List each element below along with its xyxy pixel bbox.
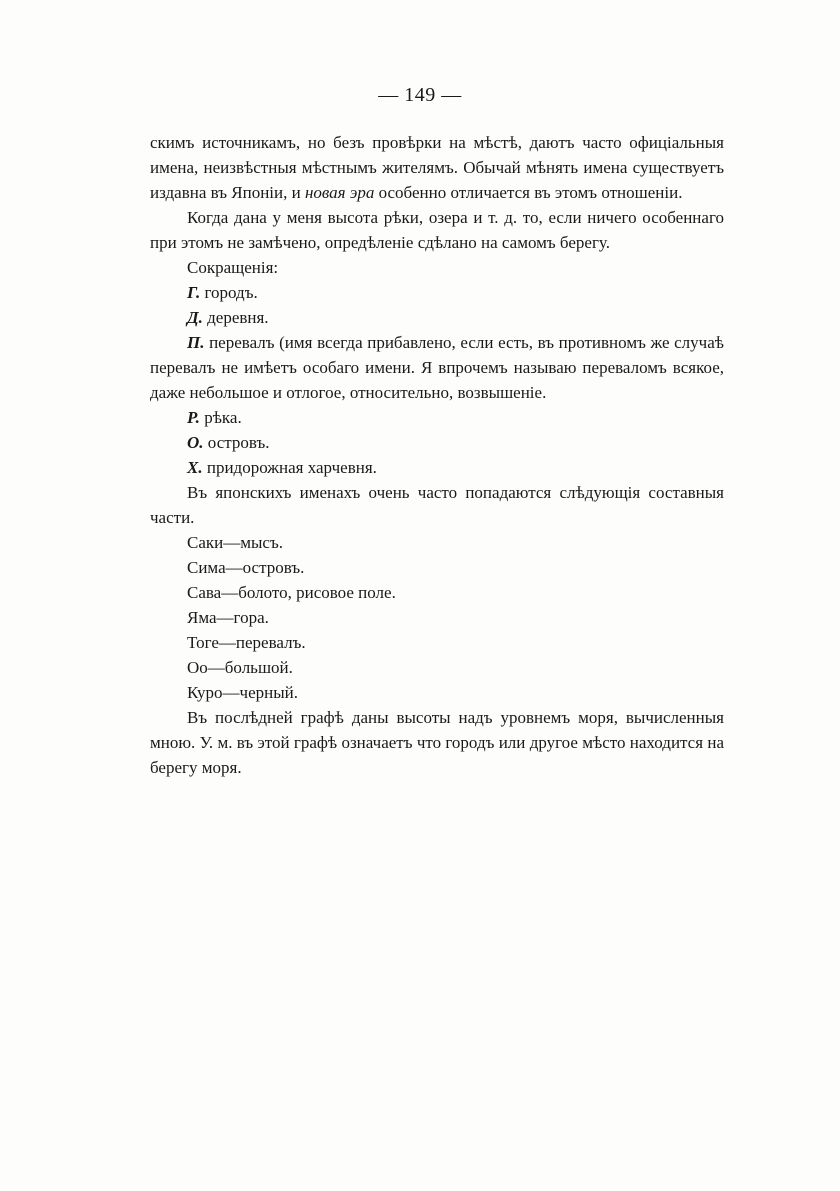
abbreviation-item [150, 330, 724, 405]
abbreviation-key: О. [187, 433, 204, 452]
abbreviation-text: деревня. [202, 308, 269, 327]
component-item: Куро—черный. [187, 683, 299, 702]
abbreviation-key: П. [187, 333, 205, 352]
abbreviation-text: перевалъ (имя всегда прибавлено, если есть, въ противномъ же случаѣ перевалъ не имѣетъ особаго имени. Я впрочемъ называю переваломъ всякое, даже небольшое и отлогое, относительно, возвышеніе. [150, 333, 724, 402]
component-item: Тоге—перевалъ. [187, 633, 306, 652]
abbreviations-heading: Сокращенія: [187, 258, 279, 277]
intro-text-end: особенно отличается въ этомъ отношеніи. [374, 183, 683, 202]
height-note-paragraph: Когда дана у меня высота рѣки, озера и т. д. то, если ничего особеннаго при этомъ не замѣчено, опредѣленіе сдѣлано на самомъ берегу. [150, 208, 724, 252]
components-intro-paragraph: Въ японскихъ именахъ очень часто попадаются слѣдующія составныя части. [150, 483, 724, 527]
component-item: Саки—мысъ. [187, 533, 284, 552]
abbreviation-text: рѣка. [199, 408, 242, 427]
abbreviation-text: городъ. [200, 283, 258, 302]
abbreviation-key: X. [187, 458, 203, 477]
intro-text-start: скимъ источникамъ, но безъ провѣрки на мѣстѣ, даютъ часто офиціальныя имена, неизвѣстныя мѣстнымъ жителямъ. Обычай мѣнять имена существуетъ издавна въ Японіи, и [150, 133, 724, 202]
body-text [150, 130, 724, 780]
abbreviation-item [150, 280, 724, 305]
component-item: Оо—большой. [187, 658, 293, 677]
page-number: — 149 — [378, 84, 462, 106]
abbreviation-key: Р. [187, 408, 200, 427]
component-item: Сава—болото, рисовое поле. [187, 583, 396, 602]
abbreviation-key: Д. [187, 308, 203, 327]
abbreviation-item [150, 430, 724, 455]
abbreviation-key: Г. [187, 283, 201, 302]
abbreviation-item [150, 455, 724, 480]
abbreviation-text: островъ. [203, 433, 270, 452]
component-item: Яма—гора. [187, 608, 269, 627]
component-item: Сима—островъ. [187, 558, 305, 577]
abbreviation-item [150, 305, 724, 330]
intro-paragraph [150, 130, 724, 205]
final-note-paragraph: Въ послѣдней графѣ даны высоты надъ уровнемъ моря, вычисленныя мною. У. м. въ этой графѣ означаетъ что городъ или другое мѣсто находится на берегу моря. [150, 708, 724, 777]
abbreviation-text: придорожная харчевня. [202, 458, 377, 477]
abbreviation-item [150, 405, 724, 430]
intro-italic-term: новая эра [304, 183, 375, 202]
